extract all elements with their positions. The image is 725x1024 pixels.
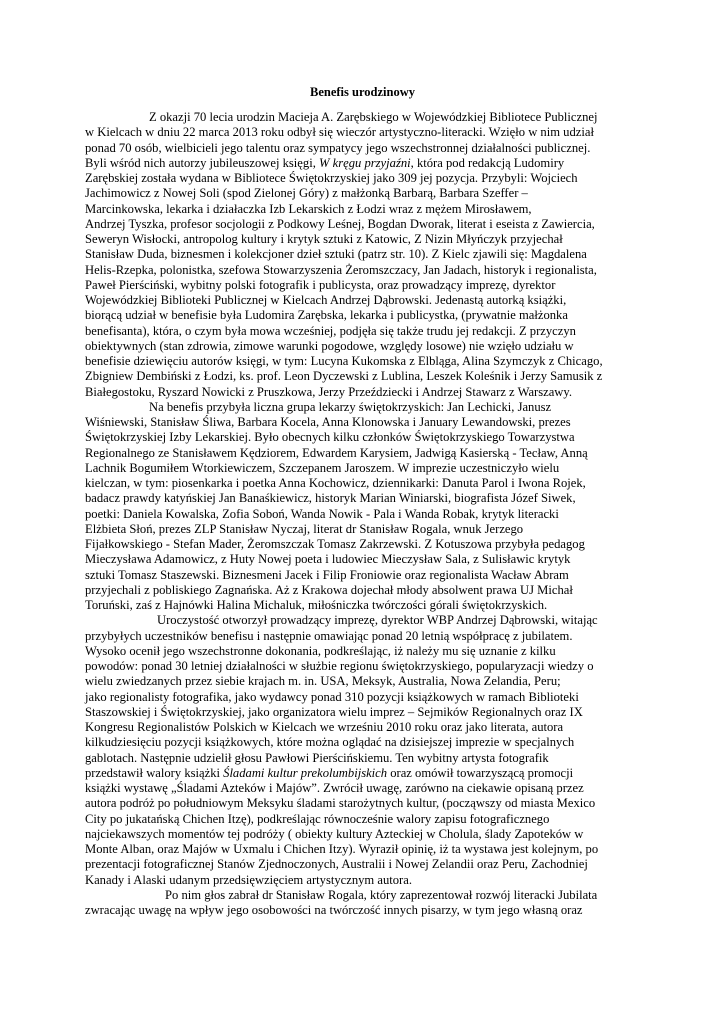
text-line: Na benefis przybyła liczna grupa lekarzy świętokrzyskich: Jan Lechicki, Janusz: [149, 399, 552, 414]
text-line: Andrzej Tyszka, profesor socjologii z Podkowy Leśnej, Bogdan Dworak, literat i eseista z Zawiercia,: [85, 216, 595, 231]
text-line: Po nim głos zabrał dr Stanisław Rogala, który zaprezentował rozwój literacki Jubilata: [165, 887, 598, 902]
text-line: obiektywnych (stan zdrowia, zimowe warunki pogodowe, względy losowe) nie wzięło udziału w: [85, 338, 574, 353]
text-line: biorącą udział w benefisie była Ludomira Zarębska, lekarka i publicystka, (prywatnie małżonka: [85, 308, 568, 323]
text-line: Kongresu Regionalistów Polskich w Kielcach we wrześniu 2010 roku oraz jako literata, autora: [85, 720, 564, 734]
text-line: Uroczystość otworzył prowadzący imprezę, dyrektor WBP Andrzej Dąbrowski, witając: [157, 613, 598, 628]
text-line: przyjechali z pobliskiego Zagnańska. Aż z Krakowa dojechał młody absolwent prawa UJ Michał: [85, 582, 573, 597]
book-title-italic: Śladami kultur prekolumbijskich: [223, 765, 388, 780]
text-line: Świętokrzyskiej Izby Lekarskiej. Było obecnych kilku członków Świętokrzyskiego Towarzystwa: [85, 430, 575, 445]
document-title: Benefis urodzinowy: [310, 85, 415, 99]
text-run: oraz omówił towarzyszącą promocji: [387, 765, 574, 780]
text-line: powodów: ponad 30 letniej działalności w służbie regionu świętokrzyskiego, popularyzacji wiedzy o: [85, 659, 594, 673]
text-line: Zbigniew Dembiński z Łodzi, ks. prof. Leon Dyczewski z Lublina, Leszek Koleśnik i Jerzy Samusik z: [85, 369, 603, 384]
text-line: Wojewódzkiej Biblioteki Publicznej w Kielcach Andrzej Dąbrowski. Jedenastą autorką książki,: [85, 293, 567, 307]
text-line: Toruński, zaś z Hajnówki Halina Michaluk, miłośniczka twórczości górali świętokrzyskich.: [85, 598, 548, 612]
text-run: , która pod redakcją Ludomiry: [410, 155, 565, 170]
text-line: Monte Alban, oraz Majów w Uxmalu i Chichen Itzy). Wyraził opinię, iż ta wystawa jest kolejnym, po: [85, 842, 599, 856]
text-line: [85, 156, 645, 171]
text-line: jako regionalisty fotografika, jako wydawcy ponad 310 pozycji książkowych w ramach Biblioteki: [85, 689, 579, 704]
text-line: benefisie dziewięciu autorów księgi, w tym: Lucyna Kukomska z Elbląga, Alina Szymczyk z Chicago,: [85, 354, 603, 368]
text-line: autora podróż po południowym Meksyku śladami starożytnych kultur, (począwszy od miasta Mexico: [85, 796, 596, 811]
text-line: ponad 70 osób, wielbicieli jego talentu oraz sympatycy jego wszechstronnej działalności publicznej.: [85, 140, 591, 155]
text-line: [85, 766, 645, 781]
text-line: Zarębskiej została wydana w Bibliotece Świętokrzyskiej jako 309 jej pozycja. Przybyli: Wojciech: [85, 171, 578, 185]
text-line: w Kielcach w dniu 22 marca 2013 roku odbył się wieczór artystyczno-literacki. Wzięło w nim udział: [85, 125, 594, 140]
text-line: prezentacji fotograficznej Stanów Zjednoczonych, Australii i Nowej Zelandii oraz Peru, Zachodniej: [85, 857, 588, 872]
text-line: poetki: Daniela Kowalska, Zofia Soboń, Wanda Nowik - Pala i Wanda Robak, krytyk literacki: [85, 506, 559, 521]
text-run: przedstawił walory książki: [85, 765, 224, 780]
text-line: zwracając uwagę na wpływ jego osobowości na twórczość innych pisarzy, w tym jego własną oraz: [85, 903, 583, 917]
document-body: [85, 110, 645, 918]
text-line: Kanady i Alaski udanym przedsięwzięciem artystycznym autora.: [85, 872, 412, 887]
text-line: City po jukatańską Chichen Itzę), podkreślając równocześnie walory zapisu fotograficznego: [85, 811, 550, 826]
text-line: najciekawszych momentów tej podróży ( obiekty kultury Azteckiej w Cholula, ślady Zapoteków w: [85, 826, 584, 841]
book-title-italic: W kręgu przyjaźni: [319, 155, 411, 170]
text-line: Stanisław Duda, biznesmen i kolekcjoner dzieł sztuki (patrz str. 10). Z Kielc zjawili się: Magdalena: [85, 247, 587, 262]
text-line: kilkudziesięciu pozycji książkowych, które można oglądać na dzisiejszej imprezie w specjalnych: [85, 735, 575, 750]
text-line: Staszowskiej i Świętokrzyskiej, jako organizatora wielu imprez – Sejmików Regionalnych oraz IX: [85, 704, 583, 719]
text-line: książki wystawę „Śladami Azteków i Majów”. Zwrócił uwagę, zarówno na ciekawie opisaną przez: [85, 781, 584, 795]
text-line: wielu zwiedzanych przez siebie krajach m. in. USA, Meksyk, Australia, Nowa Zelandia, Peru;: [85, 674, 561, 689]
text-line: przybyłych uczestników benefisu i następnie omawiając ponad 20 letnią współpracę z jubilatem.: [85, 628, 573, 643]
text-line: Wysoko ocenił jego wszechstronne dokonania, podkreślając, iż należy mu się uznanie z kilku: [85, 643, 556, 658]
text-line: sztuki Tomasz Staszewski. Biznesmeni Jacek i Filip Froniowie oraz regionalista Wacław Abram: [85, 567, 569, 582]
text-line: Jachimowicz z Nowej Soli (spod Zielonej Góry) z małżonką Barbarą, Barbara Szeffer –: [85, 186, 528, 201]
text-line: Białegostoku, Ryszard Nowicki z Pruszkowa, Jerzy Przeździecki i Andrzej Stawarz z Warszawy.: [85, 384, 573, 399]
text-run: Byli wśród nich autorzy jubileuszowej księgi,: [85, 155, 319, 170]
text-line: Lachnik Bogumiłem Wtorkiewiczem, Szczepanem Jaroszem. W imprezie uczestniczyło wielu: [85, 460, 560, 475]
text-line: Paweł Pierściński, wybitny polski fotografik i publicysta, oraz prowadzący imprezę, dyrektor: [85, 277, 556, 292]
text-line: benefisanta), która, o czym była mowa wcześniej, podjęła się także trudu jej redakcji. Z przyczyn: [85, 323, 576, 338]
text-line: Mieczysława Adamowicz, z Huty Nowej poeta i ludowiec Mieczysław Sala, z Sulisławic krytyk: [85, 552, 571, 567]
text-line: Elżbieta Słoń, prezes ZLP Stanisław Nyczaj, literat dr Stanisław Rogala, wnuk Jerzego: [85, 521, 524, 536]
text-line: badacz prawdy katyńskiej Jan Banaśkiewicz, historyk Marian Winiarski, biografista Józef Siwek,: [85, 491, 576, 506]
text-line: Regionalnego ze Stanisławem Kędziorem, Edwardem Karysiem, Jadwigą Kasierską - Tecław, Anną: [85, 445, 588, 460]
text-line: Fijałkowskiego - Stefan Mader, Żeromszczak Tomasz Zakrzewski. Z Kotuszowa przybyła pedagog: [85, 537, 585, 551]
text-line: Z okazji 70 lecia urodzin Macieja A. Zarębskiego w Wojewódzkiej Bibliotece Publicznej: [149, 110, 598, 124]
text-line: Helis-Rzepka, polonistka, szefowa Stowarzyszenia Żeromszczacy, Jan Jadach, historyk i regionalista,: [85, 262, 597, 277]
text-line: Seweryn Wisłocki, antropolog kultury i krytyk sztuki z Katowic, Z Nizin Młyńczyk przyjechał: [85, 232, 563, 246]
text-line: Wiśniewski, Stanisław Śliwa, Barbara Kocela, Anna Klonowska i January Lewandowski, prezes: [85, 415, 571, 429]
text-line: Marcinkowska, lekarka i działaczka Izb Lekarskich z Łodzi wraz z mężem Mirosławem,: [85, 201, 532, 216]
text-line: gablotach. Następnie udzielił głosu Pawłowi Pierścińskiemu. Ten wybitny artysta fotografik: [85, 750, 549, 765]
text-line: kielczan, w tym: piosenkarka i poetka Anna Kochowicz, dziennikarki: Danuta Parol i Iwona Rojek,: [85, 476, 586, 490]
